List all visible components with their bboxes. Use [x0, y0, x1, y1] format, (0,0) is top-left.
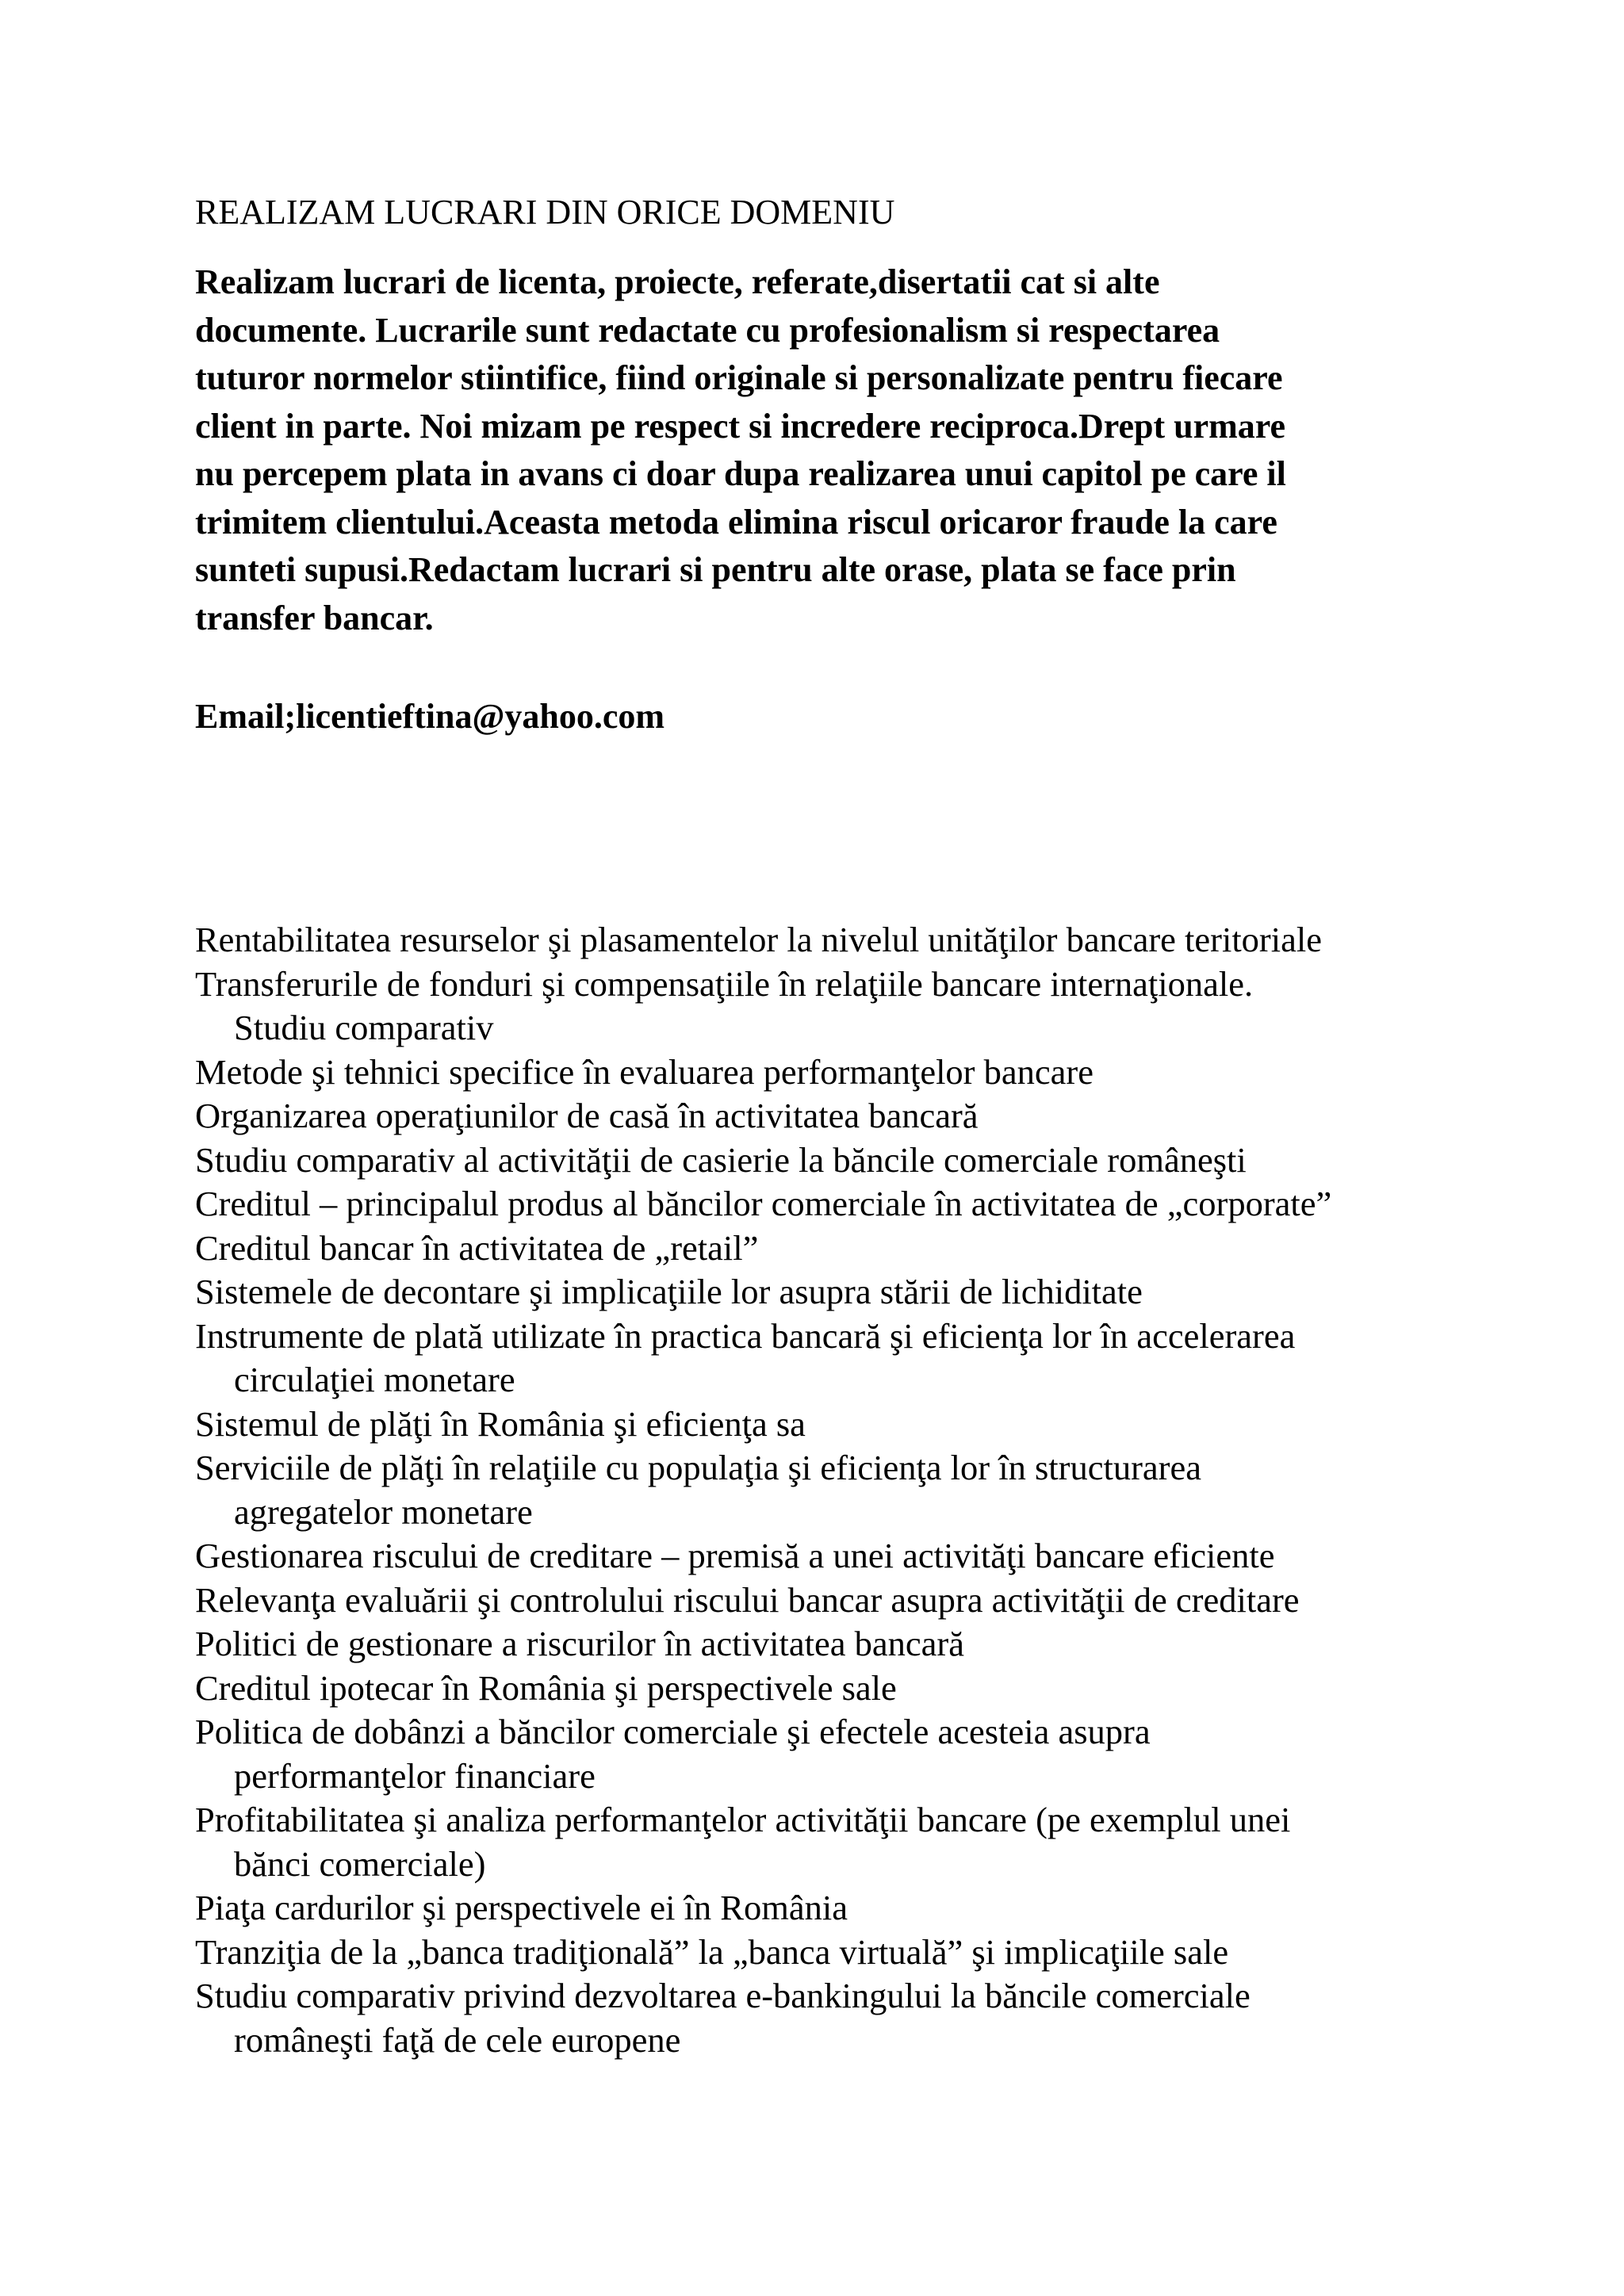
topic-item [195, 1622, 1543, 1667]
topic-item [195, 1182, 1543, 1226]
intro-line: nu percepem plata in avans ci doar dupa realizarea unui capitol pe care il [195, 454, 1286, 493]
topic-line: Studiu comparativ privind dezvoltarea e-bankingului la băncile comerciale [195, 1976, 1251, 2015]
topic-item [195, 918, 1543, 962]
topic-line: Relevanţa evaluării şi controlului riscului bancar asupra activităţii de creditare [195, 1579, 1300, 1620]
topic-item [195, 1094, 1543, 1138]
intro-paragraph [195, 258, 1496, 642]
topic-line: Sistemele de decontare şi implicaţiile lor asupra stării de lichiditate [195, 1272, 1143, 1311]
topic-line: Studiu comparativ al activităţii de casierie la băncile comerciale româneşti [195, 1139, 1247, 1180]
topic-line-continuation: româneşti faţă de cele europene [234, 2019, 681, 2060]
topic-line: Tranziţia de la „banca tradiţională” la „banca virtuală” şi implicaţiile sale [195, 1931, 1229, 1972]
topic-item [195, 1886, 1543, 1931]
topic-item [195, 1138, 1543, 1183]
contact-email: Email;licentieftina@yahoo.com [195, 697, 665, 736]
topic-line-continuation: circulaţiei monetare [234, 1360, 515, 1399]
intro-line: client in parte. Noi mizam pe respect si incredere reciproca.Drept urmare [195, 406, 1286, 446]
topic-item [195, 1710, 1543, 1798]
intro-line: trimitem clientului.Aceasta metoda elimina riscul oricaror fraude la care [195, 502, 1277, 541]
topic-item [195, 1931, 1543, 1975]
topic-item [195, 1402, 1543, 1447]
topic-line: Gestionarea riscului de creditare – premisă a unei activităţi bancare eficiente [195, 1536, 1275, 1575]
topic-line: Creditul – principalul produs al băncilor comerciale în activitatea de „corporate” [195, 1184, 1332, 1223]
topic-item [195, 962, 1543, 1050]
intro-line: Realizam lucrari de licenta, proiecte, referate,disertatii cat si alte [195, 262, 1160, 301]
topic-line: Transferurile de fonduri şi compensaţiile în relaţiile bancare internaţionale. [195, 963, 1254, 1004]
intro-line: tuturor normelor stiintifice, fiind originale si personalizate pentru fiecare [195, 358, 1283, 397]
topic-line: Profitabilitatea şi analiza performanţelor activităţii bancare (pe exemplul unei [195, 1800, 1291, 1839]
topic-item [195, 1270, 1543, 1314]
topic-line: Serviciile de plăţi în relaţiile cu populaţia şi eficienţa lor în structurarea [195, 1448, 1201, 1487]
topic-item [195, 1446, 1543, 1534]
topic-line: Piaţa cardurilor şi perspectivele ei în România [195, 1888, 848, 1927]
topic-line: Organizarea operaţiunilor de casă în activitatea bancară [195, 1096, 979, 1135]
topic-list [195, 918, 1543, 2062]
topic-line: Instrumente de plată utilizate în practica bancară şi eficienţa lor în accelerarea [195, 1315, 1296, 1356]
topic-line: Creditul ipotecar în România şi perspectivele sale [195, 1667, 897, 1708]
intro-line: documente. Lucrarile sunt redactate cu profesionalism si respectarea [195, 310, 1220, 350]
topic-item [195, 1534, 1543, 1578]
topic-line-continuation: agregatelor monetare [234, 1491, 533, 1532]
topic-line: Politica de dobânzi a băncilor comerciale şi efectele acesteia asupra [195, 1712, 1151, 1751]
topic-line: Creditul bancar în activitatea de „retail” [195, 1227, 759, 1268]
intro-line: sunteti supusi.Redactam lucrari si pentru alte orase, plata se face prin [195, 550, 1236, 589]
topic-line: Politici de gestionare a riscurilor în activitatea bancară [195, 1624, 964, 1663]
topic-item [195, 1974, 1543, 2062]
topic-item [195, 1314, 1543, 1402]
topic-line-continuation: bănci comerciale) [234, 1843, 486, 1884]
topic-item [195, 1798, 1543, 1886]
topic-line-continuation: performanţelor financiare [234, 1755, 596, 1796]
intro-line: transfer bancar. [195, 598, 434, 637]
topic-line: Sistemul de plăţi în România şi eficienţa sa [195, 1403, 806, 1444]
topic-line: Rentabilitatea resurselor şi plasamentelor la nivelul unităţilor bancare teritoriale [195, 920, 1322, 959]
topic-item [195, 1050, 1543, 1095]
topic-line-continuation: Studiu comparativ [234, 1008, 494, 1047]
topic-item [195, 1578, 1543, 1623]
topic-line: Metode şi tehnici specifice în evaluarea performanţelor bancare [195, 1051, 1094, 1092]
topic-item [195, 1667, 1543, 1711]
topic-item [195, 1226, 1543, 1271]
page-title: REALIZAM LUCRARI DIN ORICE DOMENIU [195, 193, 895, 232]
